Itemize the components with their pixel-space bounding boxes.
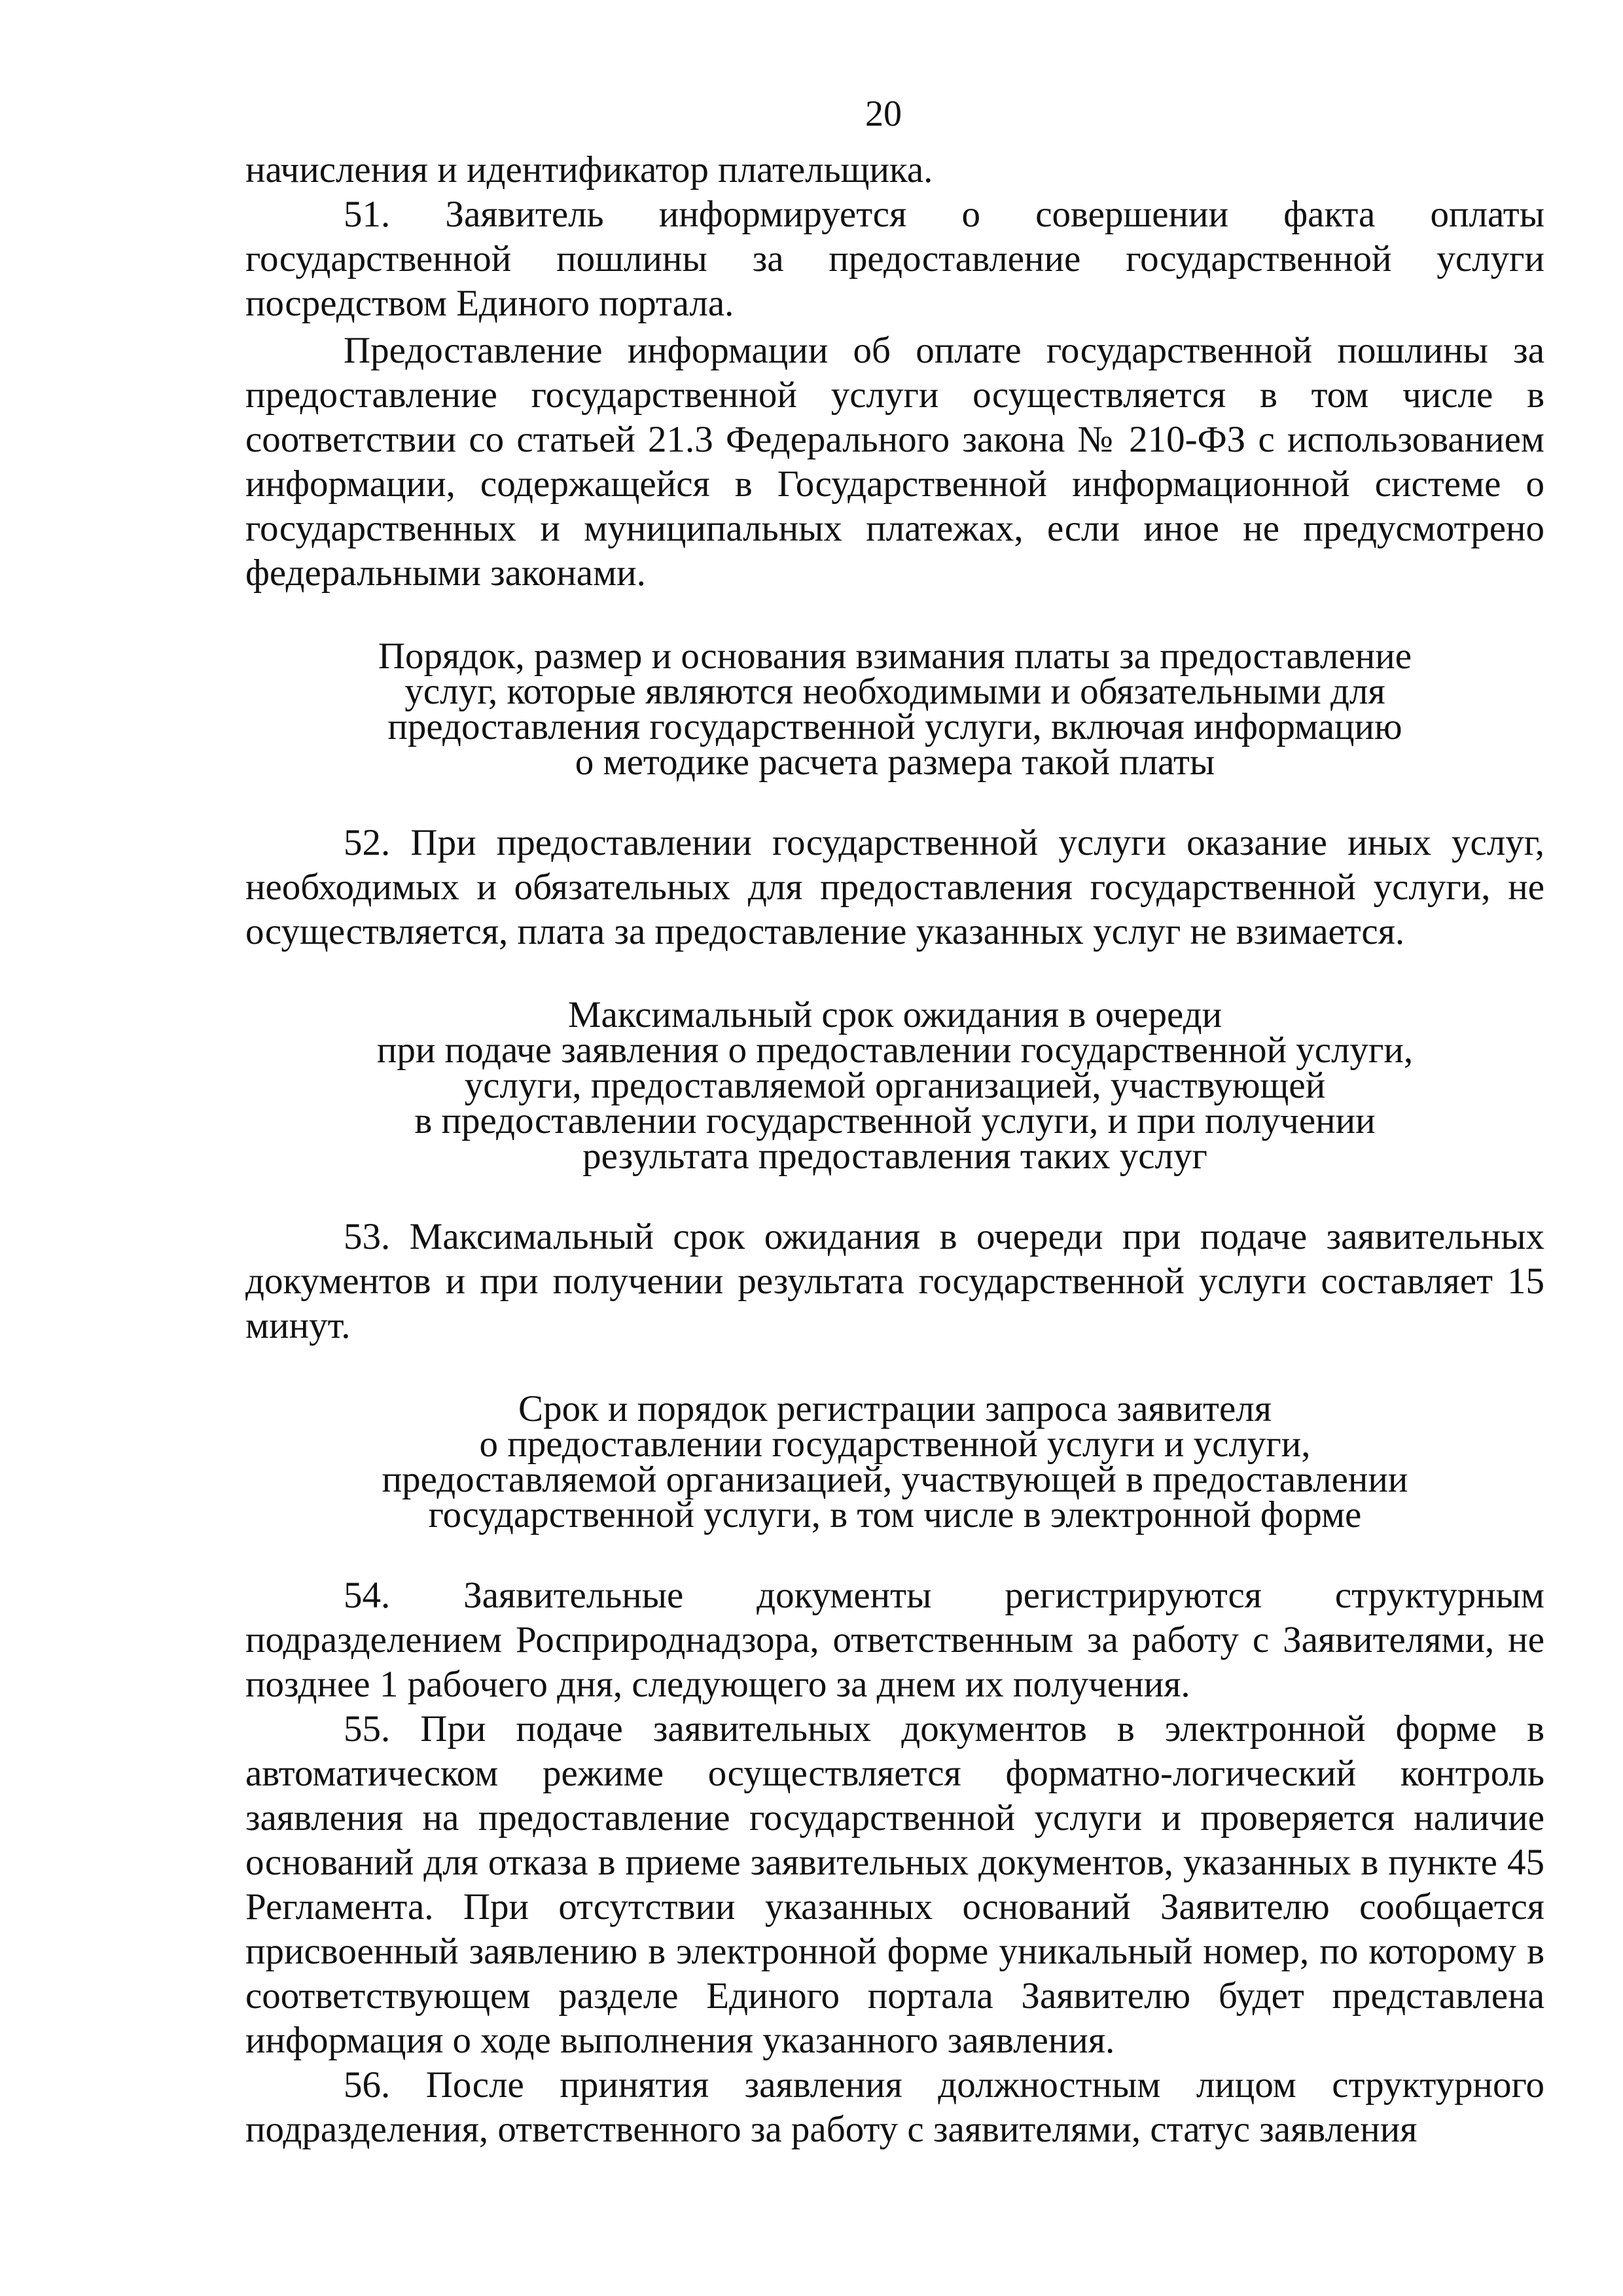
heading-line: предоставляемой организацией, участвующей в предоставлении bbox=[382, 1459, 1408, 1500]
heading-line: при подаче заявления о предоставлении государственной услуги, bbox=[376, 1030, 1414, 1071]
paragraph-54: 54. Заявительные документы регистрируются структурным подразделением Росприроднадзора, ответственным за работу с Заявителями, не позднее 1 рабочего дня, следующего за днем их получения. bbox=[245, 1575, 1544, 1705]
document-body bbox=[245, 148, 1544, 2152]
heading-line: о методике расчета размера такой платы bbox=[575, 742, 1215, 783]
heading-line: предоставления государственной услуги, включая информацию bbox=[387, 706, 1402, 747]
heading-line: Максимальный срок ожидания в очереди bbox=[567, 994, 1222, 1035]
heading-line: в предоставлении государственной услуги, и при получении bbox=[414, 1100, 1376, 1141]
heading-line: услуг, которые являются необходимыми и обязательными для bbox=[404, 671, 1385, 712]
section-heading-queue bbox=[245, 994, 1544, 1177]
paragraph-continuation: начисления и идентификатор плательщика. bbox=[245, 149, 933, 190]
heading-line: Срок и порядок регистрации запроса заявителя bbox=[518, 1388, 1272, 1429]
section-heading-registration bbox=[245, 1388, 1544, 1535]
paragraph-52: 52. При предоставлении государственной услуги оказание иных услуг, необходимых и обязательных для предоставления государственной услуги, не осуществляется, плата за предоставление указанных услуг не взимается. bbox=[245, 822, 1544, 952]
section-heading-fees bbox=[245, 636, 1544, 783]
page-number: 20 bbox=[865, 94, 902, 134]
paragraph-55: 55. При подаче заявительных документов в электронной форме в автоматическом режиме осуществляется форматно-логический контроль заявления на предоставление государственной услуги и проверяется наличие оснований для отказа в приеме заявительных документов, указанных в пункте 45 Регламента. При отсутствии указанных оснований Заявителю сообщается присвоенный заявлению в электронной форме уникальный номер, по которому в соответствующем разделе Единого портала Заявителю будет представлена информация о ходе выполнения указанного заявления. bbox=[245, 1708, 1544, 2061]
paragraph-51-info: Предоставление информации об оплате государственной пошлины за предоставление государственной услуги осуществляется в том числе в соответствии со статьей 21.3 Федерального закона № 210-ФЗ с использованием информации, содержащейся в Государственной информационной системе о государственных и муниципальных платежах, если иное не предусмотрено федеральными законами. bbox=[245, 330, 1544, 594]
paragraph-51: 51. Заявитель информируется о совершении факта оплаты государственной пошлины за предоставление государственной услуги посредством Единого портала. bbox=[245, 194, 1544, 324]
heading-line: услуги, предоставляемой организацией, участвующей bbox=[464, 1065, 1326, 1106]
paragraph-56: 56. После принятия заявления должностным лицом структурного подразделения, ответственного за работу с заявителями, статус заявления bbox=[245, 2064, 1544, 2150]
paragraph-53: 53. Максимальный срок ожидания в очереди при подаче заявительных документов и при получении результата государственной услуги составляет 15 минут. bbox=[245, 1216, 1544, 1346]
heading-line: государственной услуги, в том числе в электронной форме bbox=[428, 1494, 1362, 1535]
heading-line: Порядок, размер и основания взимания платы за предоставление bbox=[378, 636, 1412, 677]
heading-line: о предоставлении государственной услуги и услуги, bbox=[479, 1424, 1311, 1465]
heading-line: результата предоставления таких услуг bbox=[582, 1136, 1207, 1177]
